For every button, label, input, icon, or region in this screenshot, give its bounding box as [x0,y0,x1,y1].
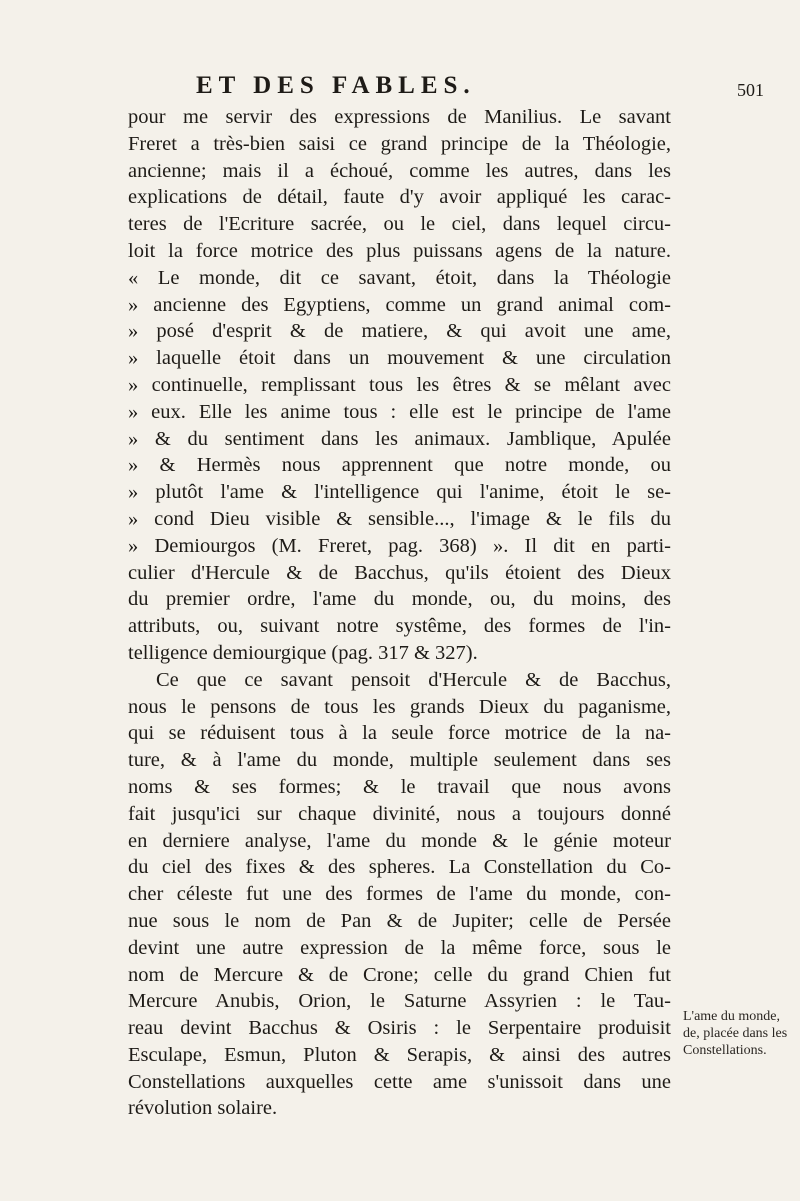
running-title: ET DES FABLES. [196,72,476,99]
text-line: explications de détail, faute d'y avoir appliqué les carac- [128,186,671,209]
body-text [128,104,671,1122]
text-line: révolution solaire. [128,1097,278,1120]
text-line: » & Hermès nous apprennent que notre monde, ou [128,454,671,477]
text-line: » & du sentiment dans les animaux. Jamblique, Apulée [128,427,671,450]
text-line: reau devint Bacchus & Osiris : le Serpentaire produisit [128,1017,671,1040]
text-line: Constellations auxquelles cette ame s'unissoit dans une [128,1070,671,1093]
text-line: loit la force motrice des plus puissans agens de la nature. [128,239,671,262]
text-line: Freret a très-bien saisi ce grand principe de la Théologie, [128,132,671,155]
text-line: fait jusqu'ici sur chaque divinité, nous a toujours donné [128,802,671,825]
text-line: » eux. Elle les anime tous : elle est le principe de l'ame [128,400,671,423]
text-line: noms & ses formes; & le travail que nous avons [128,775,671,798]
text-line: cher céleste fut une des formes de l'ame du monde, con- [128,883,671,906]
margin-note-line: L'ame du monde, [683,1009,780,1024]
text-line: du premier ordre, l'ame du monde, ou, du moins, des [128,588,671,611]
text-line: nue sous le nom de Pan & de Jupiter; celle de Persée [128,909,671,932]
margin-note-line: Constellations. [683,1043,767,1058]
text-line: Esculape, Esmun, Pluton & Serapis, & ainsi des autres [128,1043,671,1066]
text-line: du ciel des fixes & des spheres. La Constellation du Co- [128,856,671,879]
text-line: » ancienne des Egyptiens, comme un grand animal com- [128,293,671,316]
text-line: en derniere analyse, l'ame du monde & le génie moteur [128,829,671,852]
text-line: pour me servir des expressions de Manilius. Le savant [128,106,671,128]
text-line: » laquelle étoit dans un mouvement & une circulation [128,347,671,370]
text-line: attributs, ou, suivant notre systême, des formes de l'in- [128,615,671,638]
text-line: » Demiourgos (M. Freret, pag. 368) ». Il dit en parti- [128,534,671,557]
margin-note-line: de, placée dans les [683,1026,788,1041]
text-line: Mercure Anubis, Orion, le Saturne Assyrien : le Tau- [128,990,671,1013]
text-line: nom de Mercure & de Crone; celle du grand Chien fut [128,963,671,986]
page-number: 501 [737,80,764,100]
text-line: ancienne; mais il a échoué, comme les autres, dans les [128,159,671,182]
text-line: » plutôt l'ame & l'intelligence qui l'anime, étoit le se- [128,481,671,504]
text-line: qui se réduisent tous à la seule force motrice de la na- [128,722,671,745]
text-line: ture, & à l'ame du monde, multiple seulement dans ses [128,749,671,772]
margin-note [683,1008,795,1059]
text-line: telligence demiourgique (pag. 317 & 327). [128,641,478,664]
text-line: Ce que ce savant pensoit d'Hercule & de Bacchus, [156,668,671,691]
text-line: « Le monde, dit ce savant, étoit, dans la Théologie [128,266,671,289]
text-line: » cond Dieu visible & sensible..., l'image & le fils du [128,507,671,530]
text-line: culier d'Hercule & de Bacchus, qu'ils étoient des Dieux [128,561,671,584]
text-line: nous le pensons de tous les grands Dieux du paganisme, [128,695,671,718]
running-head [0,72,800,108]
text-line: devint une autre expression de la même force, sous le [128,936,671,959]
text-line: » posé d'esprit & de matiere, & qui avoit une ame, [128,320,671,343]
text-line: teres de l'Ecriture sacrée, ou le ciel, dans lequel circu- [128,213,671,236]
text-line: » continuelle, remplissant tous les êtres & se mêlant avec [128,373,671,396]
